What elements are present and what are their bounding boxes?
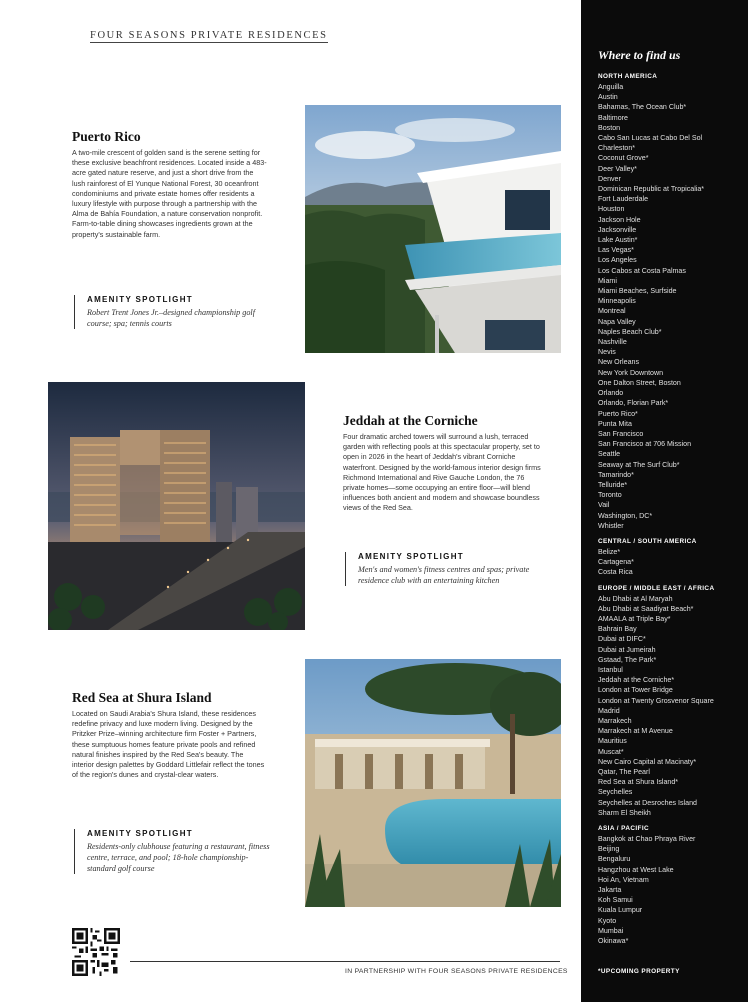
section-body-red-sea: Located on Saudi Arabia's Shura Island, these residences redefine privacy and luxe modern living. Designed by the Pritzker Prize–winning architecture firm Foster + Partners, these sumptuous homes feature private pools and refined natural finishes inspired by the Red Sea's beauty. The interior design palettes by Goddard Littlefair reflect the tones of the region's dunes and crystal-clear waters. [72, 709, 265, 780]
location-item: Orlando [598, 389, 624, 398]
region-heading: EUROPE / MIDDLE EAST / AFRICA [598, 584, 715, 592]
location-item: Coconut Grove* [598, 154, 649, 163]
amenity-spotlight-jeddah [345, 552, 538, 586]
location-item: Orlando, Florian Park* [598, 399, 669, 408]
location-item: Mumbai [598, 926, 624, 935]
location-item: Jacksonville [598, 225, 637, 234]
location-item: Koh Samui [598, 896, 633, 905]
amenity-spotlight-text: Residents-only clubhouse featuring a restaurant, fitness centre, terrace, and pool; 18-hole championship-standard golf course [87, 842, 270, 873]
location-item: Beijing [598, 845, 620, 854]
location-item: Abu Dhabi at Saadiyat Beach* [598, 604, 694, 613]
region-europe-middle-east-africa [598, 584, 746, 818]
location-item: Marrakech [598, 716, 632, 725]
location-item: Austin [598, 93, 618, 102]
photo-puerto-rico-residence [305, 105, 561, 353]
sidebar-title: Where to find us [598, 48, 681, 62]
location-item: Miami [598, 276, 617, 285]
location-item: Hoi An, Vietnam [598, 875, 649, 884]
location-item: Nashville [598, 338, 627, 347]
region-heading: ASIA / PACIFIC [598, 825, 650, 833]
location-item: Seychelles at Desroches Island [598, 798, 697, 807]
region-central-south-america [598, 537, 746, 578]
photo-jeddah-towers [48, 382, 305, 630]
location-item: Punta Mita [598, 419, 632, 428]
location-item: Denver [598, 174, 621, 183]
location-item: Los Cabos at Costa Palmas [598, 266, 686, 275]
region-asia-pacific [598, 824, 746, 946]
location-item: Costa Rica [598, 568, 633, 577]
location-item: Seaway at The Surf Club* [598, 460, 680, 469]
location-item: Bahamas, The Ocean Club* [598, 103, 687, 112]
location-item: Charleston* [598, 144, 636, 153]
location-item: Bangkok at Chao Phraya River [598, 835, 696, 844]
location-item: Anguilla [598, 83, 624, 91]
location-item: Los Angeles [598, 256, 637, 265]
section-body-puerto-rico: A two-mile crescent of golden sand is the serene setting for these exclusive beachfront residences. Located inside a 483-acre gated nature reserve, and just a short drive from the lush rainforest of El Yunque National Forest, 30 oceanfront condominiums and private estate homes offer residents a luxury lifestyle with purpose through a partnership with the Alma de Bahía Foundation, a nature conservation nonprofit. Farm-to-table dining showcases ingredients grown at the property's sustainable farm. [72, 148, 267, 239]
location-item: Deer Valley* [598, 164, 637, 173]
location-item: Dubai at DIFC* [598, 635, 646, 644]
location-item: Red Sea at Shura Island* [598, 778, 679, 787]
amenity-spotlight-label: AMENITY SPOTLIGHT [87, 295, 193, 304]
location-item: Washington, DC* [598, 511, 653, 520]
location-item: Jakarta [598, 886, 622, 895]
location-item: Muscat* [598, 747, 624, 756]
location-item: Las Vegas* [598, 246, 634, 255]
location-item: Marrakech at M Avenue [598, 727, 673, 736]
location-item: Jackson Hole [598, 215, 641, 224]
location-item: Belize* [598, 547, 621, 556]
footer-partnership: IN PARTNERSHIP WITH FOUR SEASONS PRIVATE RESIDENCES [345, 968, 568, 975]
location-item: Montreal [598, 307, 626, 316]
location-item: San Francisco [598, 429, 644, 438]
location-item: Bengaluru [598, 855, 631, 864]
amenity-spotlight-text: Robert Trent Jones Jr.–designed championship golf course; spa; tennis courts [87, 308, 255, 328]
location-item: Kuala Lumpur [598, 906, 643, 915]
location-item: Qatar, The Pearl [598, 768, 650, 776]
region-list [598, 72, 746, 952]
location-item: San Francisco at 706 Mission [598, 440, 692, 449]
qr-code-icon[interactable] [72, 928, 120, 976]
location-item: One Dalton Street, Boston [598, 378, 681, 387]
section-body-jeddah: Four dramatic arched towers will surround a lush, terraced garden with reflecting pools at this spectacular property, set to open in 2026 in the heart of Jeddah's vibrant Corniche waterfront. Designed by the world-famous interior design firms Richmond International and Rive Gauche London, the 76 private homes—some occupying an entire floor—will blend influences both ancient and modern and showcase boundless views of the Red Sea. [343, 432, 541, 513]
location-item: New Orleans [598, 358, 640, 367]
footer-rule [130, 961, 560, 962]
photo-red-sea-pool [305, 659, 561, 907]
location-item: Dominican Republic at Tropicalia* [598, 185, 705, 194]
location-item: AMAALA at Triple Bay* [598, 614, 671, 623]
location-item: Kyoto [598, 916, 617, 925]
amenity-spotlight-puerto-rico [74, 295, 267, 329]
location-item: Jeddah at the Corniche* [598, 676, 675, 685]
location-item: Fort Lauderdale [598, 195, 649, 204]
location-item: Madrid [598, 706, 620, 715]
location-item: London at Twenty Grosvenor Square [598, 696, 714, 705]
amenity-spotlight-red-sea [74, 829, 272, 874]
location-item: Seattle [598, 450, 621, 459]
location-item: Napa Valley [598, 317, 636, 326]
page-header: FOUR SEASONS PRIVATE RESIDENCES [90, 30, 328, 41]
location-item: New Cairo Capital at Macinaty* [598, 757, 697, 766]
location-item: Boston [598, 123, 621, 132]
section-title-puerto-rico: Puerto Rico [72, 129, 141, 144]
location-item: Dubai at Jumeirah [598, 645, 656, 654]
location-item: Cartagena* [598, 558, 634, 567]
location-item: Baltimore [598, 113, 628, 122]
location-item: Puerto Rico* [598, 409, 638, 418]
location-item: Seychelles [598, 788, 633, 797]
region-heading: CENTRAL / SOUTH AMERICA [598, 537, 697, 545]
location-item: Istanbul [598, 665, 623, 674]
location-item: Telluride* [598, 480, 628, 489]
location-item: Lake Austin* [598, 236, 638, 245]
location-item: Hangzhou at West Lake [598, 865, 674, 874]
location-item: London at Tower Bridge [598, 686, 673, 695]
location-item: New York Downtown [598, 368, 664, 377]
location-item: Cabo San Lucas at Cabo Del Sol [598, 134, 703, 143]
location-item: Minneapolis [598, 297, 636, 306]
amenity-spotlight-text: Men's and women's fitness centres and spas; private residence club with an entertaining kitchen [358, 565, 530, 585]
location-item: Whistler [598, 521, 624, 530]
location-item: Toronto [598, 491, 622, 500]
section-title-red-sea: Red Sea at Shura Island [72, 690, 212, 705]
location-item: Miami Beaches, Surfside [598, 287, 677, 296]
amenity-spotlight-label: AMENITY SPOTLIGHT [358, 552, 464, 561]
location-item: Bahrain Bay [598, 625, 637, 634]
location-item: Houston [598, 205, 625, 214]
location-item: Abu Dhabi at Al Maryah [598, 594, 673, 603]
location-item: Naples Beach Club* [598, 327, 662, 336]
location-item: Mauritius [598, 737, 627, 746]
section-title-jeddah: Jeddah at the Corniche [343, 413, 478, 428]
location-item: Tamarindo* [598, 470, 634, 479]
location-item: Sharm El Sheikh [598, 808, 651, 817]
location-item: Nevis [598, 348, 616, 357]
region-north-america [598, 72, 746, 531]
region-heading: NORTH AMERICA [598, 73, 658, 80]
upcoming-note: *UPCOMING PROPERTY [598, 968, 680, 975]
amenity-spotlight-label: AMENITY SPOTLIGHT [87, 829, 193, 838]
location-item: Okinawa* [598, 937, 629, 946]
locations-sidebar [581, 0, 748, 1002]
location-item: Vail [598, 501, 610, 510]
location-item: Gstaad, The Park* [598, 655, 657, 664]
